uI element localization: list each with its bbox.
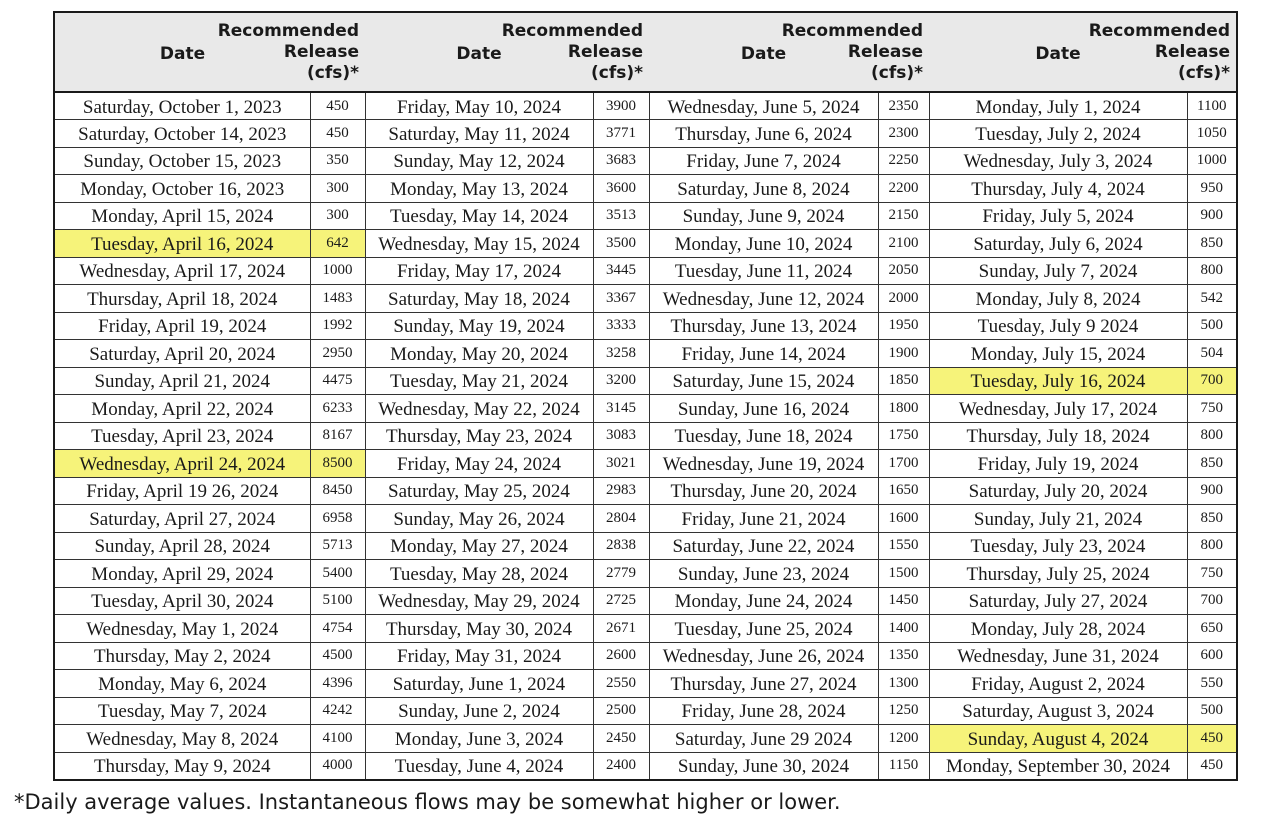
release-value-cell: 4754 [310,615,365,643]
date-cell: Wednesday, May 1, 2024 [54,615,310,643]
date-cell: Thursday, June 27, 2024 [649,670,878,698]
date-cell: Saturday, June 8, 2024 [649,175,878,203]
date-cell: Tuesday, June 11, 2024 [649,257,878,285]
release-value-cell: 950 [1187,175,1237,203]
date-cell: Saturday, May 25, 2024 [365,477,593,505]
release-value-cell: 2600 [593,642,649,670]
release-value-cell: 1483 [310,285,365,313]
release-value-cell: 2300 [878,120,929,148]
release-value-cell: 2950 [310,340,365,368]
date-cell: Tuesday, May 14, 2024 [365,202,593,230]
column-header-line: (cfs)* [1177,62,1230,83]
date-cell: Thursday, May 9, 2024 [54,752,310,780]
release-value-cell: 1992 [310,312,365,340]
release-value-cell: 1100 [1187,92,1237,120]
release-value-cell: 3900 [593,92,649,120]
date-cell: Saturday, October 14, 2023 [54,120,310,148]
date-cell: Monday, May 20, 2024 [365,340,593,368]
date-cell: Tuesday, June 4, 2024 [365,752,593,780]
date-cell: Monday, June 3, 2024 [365,725,593,753]
date-cell: Tuesday, April 23, 2024 [54,422,310,450]
date-cell: Wednesday, May 22, 2024 [365,395,593,423]
release-value-cell: 2500 [593,697,649,725]
release-value-cell: 600 [1187,642,1237,670]
table-row [54,395,1237,423]
release-value-cell: 3258 [593,340,649,368]
date-cell: Monday, July 8, 2024 [929,285,1187,313]
date-cell: Monday, October 16, 2023 [54,175,310,203]
date-cell: Friday, June 14, 2024 [649,340,878,368]
release-value-cell: 4475 [310,367,365,395]
release-value-cell: 5100 [310,587,365,615]
release-value-cell: 700 [1187,367,1237,395]
date-cell: Sunday, June 2, 2024 [365,697,593,725]
date-cell: Friday, June 7, 2024 [649,147,878,175]
date-cell: Saturday, October 1, 2023 [54,92,310,120]
table-row [54,257,1237,285]
date-cell: Sunday, June 16, 2024 [649,395,878,423]
date-cell: Sunday, May 19, 2024 [365,312,593,340]
column-header-line: (cfs)* [306,62,359,83]
header-row [54,12,1237,92]
release-value-cell: 1550 [878,532,929,560]
date-cell: Thursday, May 30, 2024 [365,615,593,643]
release-value-cell: 1000 [1187,147,1237,175]
date-cell: Thursday, May 2, 2024 [54,642,310,670]
release-value-cell: 1750 [878,422,929,450]
table-row [54,285,1237,313]
release-value-cell: 3083 [593,422,649,450]
column-header-recommended-release [501,12,649,92]
date-cell: Sunday, August 4, 2024 [929,725,1187,753]
date-cell: Friday, May 31, 2024 [365,642,593,670]
release-value-cell: 2050 [878,257,929,285]
release-value-cell: 700 [1187,587,1237,615]
table-row [54,615,1237,643]
table-header [54,12,1237,92]
table-row [54,752,1237,780]
date-cell: Sunday, October 15, 2023 [54,147,310,175]
date-cell: Friday, June 21, 2024 [649,505,878,533]
release-value-cell: 3367 [593,285,649,313]
date-cell: Monday, May 6, 2024 [54,670,310,698]
release-value-cell: 3445 [593,257,649,285]
release-value-cell: 2150 [878,202,929,230]
release-value-cell: 542 [1187,285,1237,313]
date-cell: Tuesday, July 9 2024 [929,312,1187,340]
date-cell: Saturday, July 6, 2024 [929,230,1187,258]
column-header-date: Date [649,12,878,92]
date-cell: Monday, July 28, 2024 [929,615,1187,643]
date-cell: Tuesday, May 7, 2024 [54,697,310,725]
release-value-cell: 450 [310,120,365,148]
release-value-cell: 3513 [593,202,649,230]
table-row [54,230,1237,258]
release-value-cell: 2100 [878,230,929,258]
release-schedule-table [53,11,1238,781]
column-header-line: (cfs)* [590,62,643,83]
release-value-cell: 850 [1187,505,1237,533]
table-row [54,532,1237,560]
date-cell: Wednesday, May 29, 2024 [365,587,593,615]
column-header-line: Release [847,41,923,62]
release-value-cell: 6958 [310,505,365,533]
table-row [54,587,1237,615]
date-cell: Saturday, April 20, 2024 [54,340,310,368]
table-row [54,175,1237,203]
release-value-cell: 300 [310,202,365,230]
release-value-cell: 450 [1187,725,1237,753]
date-cell: Saturday, June 1, 2024 [365,670,593,698]
table-row [54,147,1237,175]
release-value-cell: 3771 [593,120,649,148]
date-cell: Friday, July 5, 2024 [929,202,1187,230]
table-row [54,120,1237,148]
table-row [54,642,1237,670]
release-value-cell: 800 [1187,257,1237,285]
release-value-cell: 2838 [593,532,649,560]
release-value-cell: 1900 [878,340,929,368]
release-value-cell: 2350 [878,92,929,120]
footnote: *Daily average values. Instantaneous flows may be somewhat higher or lower. [14,790,841,814]
date-cell: Thursday, June 13, 2024 [649,312,878,340]
release-value-cell: 4100 [310,725,365,753]
date-cell: Wednesday, May 15, 2024 [365,230,593,258]
date-cell: Tuesday, June 25, 2024 [649,615,878,643]
date-cell: Saturday, July 27, 2024 [929,587,1187,615]
date-cell: Friday, July 19, 2024 [929,450,1187,478]
date-cell: Saturday, June 29 2024 [649,725,878,753]
date-cell: Thursday, April 18, 2024 [54,285,310,313]
date-cell: Monday, June 24, 2024 [649,587,878,615]
date-cell: Wednesday, July 17, 2024 [929,395,1187,423]
table-body [54,92,1237,780]
date-cell: Friday, June 28, 2024 [649,697,878,725]
date-cell: Thursday, June 20, 2024 [649,477,878,505]
date-cell: Sunday, April 28, 2024 [54,532,310,560]
date-cell: Sunday, July 21, 2024 [929,505,1187,533]
release-value-cell: 2671 [593,615,649,643]
release-value-cell: 8500 [310,450,365,478]
release-value-cell: 1200 [878,725,929,753]
table-row [54,367,1237,395]
date-cell: Thursday, July 25, 2024 [929,560,1187,588]
column-header-recommended-release [217,12,365,92]
release-value-cell: 1150 [878,752,929,780]
release-value-cell: 1500 [878,560,929,588]
date-cell: Tuesday, May 21, 2024 [365,367,593,395]
date-cell: Tuesday, April 16, 2024 [54,230,310,258]
release-value-cell: 1050 [1187,120,1237,148]
column-header-line: Recommended [217,20,359,41]
column-header-line: Recommended [781,20,923,41]
date-cell: Wednesday, July 3, 2024 [929,147,1187,175]
release-value-cell: 850 [1187,450,1237,478]
release-value-cell: 2804 [593,505,649,533]
date-cell: Friday, April 19, 2024 [54,312,310,340]
date-cell: Thursday, May 23, 2024 [365,422,593,450]
release-value-cell: 1250 [878,697,929,725]
column-header-line: Release [1154,41,1230,62]
release-value-cell: 5400 [310,560,365,588]
release-value-cell: 2725 [593,587,649,615]
date-cell: Monday, May 27, 2024 [365,532,593,560]
column-header-recommended-release [781,12,929,92]
release-value-cell: 450 [310,92,365,120]
table-row [54,312,1237,340]
release-value-cell: 1300 [878,670,929,698]
release-value-cell: 8450 [310,477,365,505]
release-value-cell: 900 [1187,477,1237,505]
date-cell: Tuesday, June 18, 2024 [649,422,878,450]
date-cell: Sunday, May 12, 2024 [365,147,593,175]
release-value-cell: 550 [1187,670,1237,698]
release-value-cell: 4500 [310,642,365,670]
date-cell: Sunday, June 23, 2024 [649,560,878,588]
table-row [54,422,1237,450]
release-value-cell: 650 [1187,615,1237,643]
date-cell: Saturday, April 27, 2024 [54,505,310,533]
release-value-cell: 1400 [878,615,929,643]
date-cell: Thursday, July 4, 2024 [929,175,1187,203]
table-row [54,477,1237,505]
date-cell: Tuesday, July 16, 2024 [929,367,1187,395]
date-cell: Thursday, June 6, 2024 [649,120,878,148]
column-header-recommended-release [1088,12,1237,92]
release-value-cell: 3145 [593,395,649,423]
date-cell: Saturday, August 3, 2024 [929,697,1187,725]
date-cell: Monday, June 10, 2024 [649,230,878,258]
date-cell: Wednesday, April 17, 2024 [54,257,310,285]
release-value-cell: 750 [1187,560,1237,588]
table-row [54,505,1237,533]
date-cell: Saturday, June 15, 2024 [649,367,878,395]
release-value-cell: 1700 [878,450,929,478]
date-cell: Saturday, May 11, 2024 [365,120,593,148]
release-value-cell: 4000 [310,752,365,780]
release-value-cell: 1800 [878,395,929,423]
column-header-date: Date [929,12,1187,92]
date-cell: Friday, May 10, 2024 [365,92,593,120]
release-value-cell: 2400 [593,752,649,780]
release-value-cell: 500 [1187,697,1237,725]
release-value-cell: 300 [310,175,365,203]
table-row [54,340,1237,368]
date-cell: Sunday, April 21, 2024 [54,367,310,395]
release-value-cell: 350 [310,147,365,175]
date-cell: Wednesday, June 5, 2024 [649,92,878,120]
release-value-cell: 850 [1187,230,1237,258]
date-cell: Tuesday, May 28, 2024 [365,560,593,588]
column-header-line: Recommended [501,20,643,41]
date-cell: Sunday, May 26, 2024 [365,505,593,533]
release-value-cell: 800 [1187,422,1237,450]
date-cell: Friday, May 17, 2024 [365,257,593,285]
date-cell: Monday, April 29, 2024 [54,560,310,588]
date-cell: Monday, September 30, 2024 [929,752,1187,780]
release-value-cell: 2450 [593,725,649,753]
release-value-cell: 1650 [878,477,929,505]
release-value-cell: 2000 [878,285,929,313]
table-row [54,450,1237,478]
column-header-line: Release [567,41,643,62]
table-row [54,670,1237,698]
release-value-cell: 4242 [310,697,365,725]
release-value-cell: 5713 [310,532,365,560]
table-row [54,560,1237,588]
release-value-cell: 3500 [593,230,649,258]
column-header-line: Release [283,41,359,62]
table-row [54,202,1237,230]
date-cell: Monday, April 22, 2024 [54,395,310,423]
date-cell: Tuesday, April 30, 2024 [54,587,310,615]
release-value-cell: 504 [1187,340,1237,368]
release-value-cell: 750 [1187,395,1237,423]
release-value-cell: 3200 [593,367,649,395]
date-cell: Monday, April 15, 2024 [54,202,310,230]
date-cell: Monday, July 1, 2024 [929,92,1187,120]
release-value-cell: 2200 [878,175,929,203]
table-row [54,92,1237,120]
date-cell: Sunday, June 30, 2024 [649,752,878,780]
release-value-cell: 3021 [593,450,649,478]
date-cell: Wednesday, June 19, 2024 [649,450,878,478]
release-value-cell: 2250 [878,147,929,175]
release-value-cell: 8167 [310,422,365,450]
release-value-cell: 900 [1187,202,1237,230]
release-value-cell: 2779 [593,560,649,588]
release-value-cell: 6233 [310,395,365,423]
date-cell: Wednesday, April 24, 2024 [54,450,310,478]
date-cell: Friday, May 24, 2024 [365,450,593,478]
date-cell: Saturday, July 20, 2024 [929,477,1187,505]
release-value-cell: 3600 [593,175,649,203]
release-value-cell: 800 [1187,532,1237,560]
date-cell: Wednesday, June 12, 2024 [649,285,878,313]
release-value-cell: 3683 [593,147,649,175]
date-cell: Wednesday, June 31, 2024 [929,642,1187,670]
date-cell: Wednesday, June 26, 2024 [649,642,878,670]
date-cell: Thursday, July 18, 2024 [929,422,1187,450]
release-value-cell: 450 [1187,752,1237,780]
release-value-cell: 2550 [593,670,649,698]
column-header-line: Recommended [1088,20,1230,41]
column-header-date: Date [365,12,593,92]
date-cell: Saturday, May 18, 2024 [365,285,593,313]
date-cell: Sunday, July 7, 2024 [929,257,1187,285]
column-header-date: Date [54,12,310,92]
release-value-cell: 1450 [878,587,929,615]
release-value-cell: 1850 [878,367,929,395]
date-cell: Friday, August 2, 2024 [929,670,1187,698]
date-cell: Monday, July 15, 2024 [929,340,1187,368]
release-value-cell: 4396 [310,670,365,698]
column-header-line: (cfs)* [870,62,923,83]
release-value-cell: 2983 [593,477,649,505]
table-row [54,697,1237,725]
date-cell: Tuesday, July 2, 2024 [929,120,1187,148]
date-cell: Monday, May 13, 2024 [365,175,593,203]
release-value-cell: 1000 [310,257,365,285]
table-row [54,725,1237,753]
date-cell: Sunday, June 9, 2024 [649,202,878,230]
release-value-cell: 1950 [878,312,929,340]
release-value-cell: 500 [1187,312,1237,340]
release-value-cell: 1350 [878,642,929,670]
release-value-cell: 3333 [593,312,649,340]
date-cell: Friday, April 19 26, 2024 [54,477,310,505]
date-cell: Saturday, June 22, 2024 [649,532,878,560]
date-cell: Wednesday, May 8, 2024 [54,725,310,753]
date-cell: Tuesday, July 23, 2024 [929,532,1187,560]
release-value-cell: 1600 [878,505,929,533]
release-value-cell: 642 [310,230,365,258]
